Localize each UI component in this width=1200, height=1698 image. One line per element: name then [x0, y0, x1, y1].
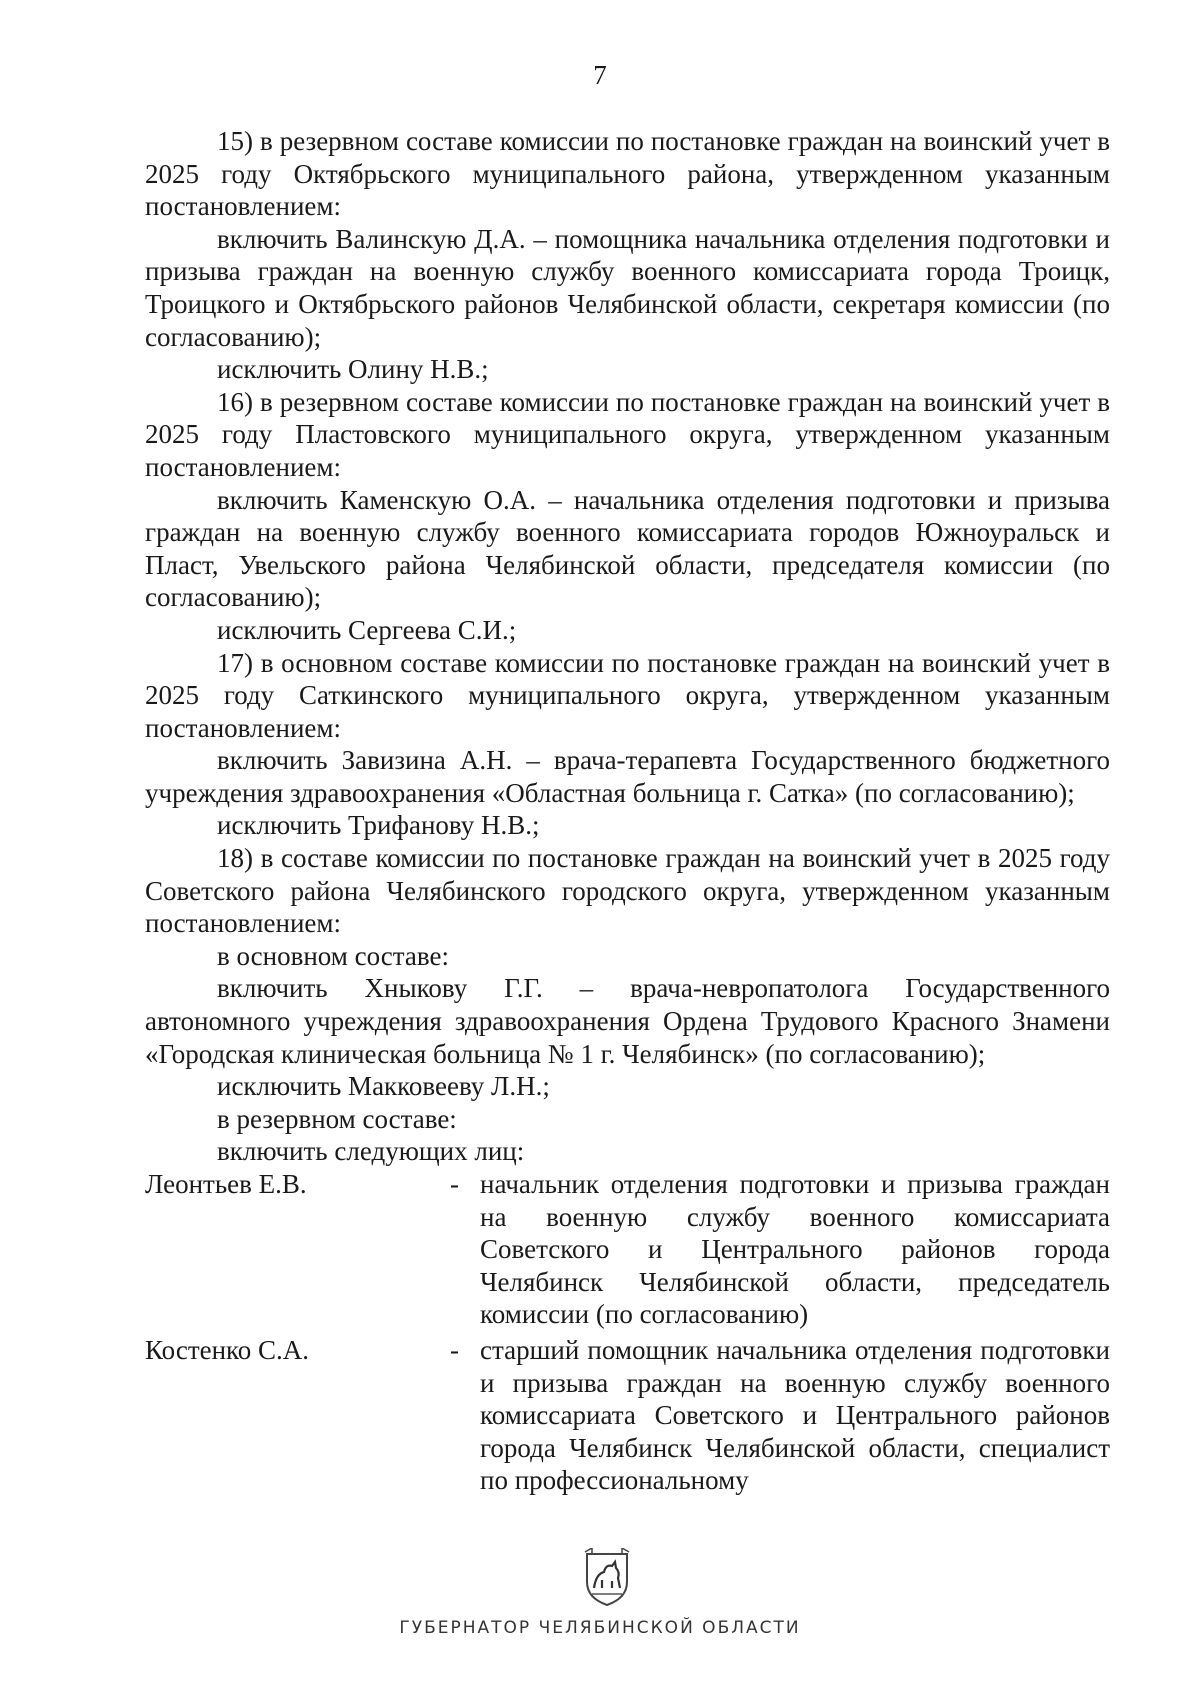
paragraph: исключить Олину Н.В.; [217, 354, 489, 385]
paragraph: в основном составе: [217, 940, 449, 971]
person-dash: - [450, 1169, 459, 1199]
person-description: старший помощник начальника отделения подготовки и призыва граждан на военную службу военного комиссариата Советского и Центрального районов города Челябинск Челябинской области, специалист по профессиональному [480, 1334, 1110, 1496]
paragraph: 17) в основном составе комиссии по постановке граждан на воинский учет в 2025 году Саткинского муниципального округа, утвержденном указанным постановлением: [145, 647, 1110, 743]
person-dash: - [450, 1334, 459, 1365]
person-entry [145, 1168, 1110, 1331]
paragraph: включить Каменскую О.А. – начальника отделения подготовки и призыва граждан на военную службу военного комиссариата городов Южноуральск и Пласт, Увельского района Челябинской области, председателя комиссии (по согласованию); [145, 484, 1110, 613]
chelyabinsk-coat-of-arms-icon [582, 1548, 632, 1608]
person-entry [145, 1334, 1110, 1497]
document-body [145, 125, 1110, 1497]
page-number: 7 [593, 60, 607, 90]
person-name: Леонтьев Е.В. [145, 1169, 307, 1199]
paragraph: в резервном составе: [217, 1103, 457, 1134]
paragraph: исключить Макковееву Л.Н.; [217, 1071, 550, 1102]
paragraph: 16) в резервном составе комиссии по постановке граждан на воинский учет в 2025 году Пластовского муниципального округа, утвержденном указанным постановлением: [145, 386, 1110, 482]
paragraph: 18) в составе комиссии по постановке граждан на воинский учет в 2025 году Советского района Челябинского городского округа, утвержденном указанным постановлением: [145, 843, 1110, 939]
paragraph: включить Хныкову Г.Г. – врача-невропатолога Государственного автономного учреждения здравоохранения Ордена Трудового Красного Знамени «Городская клиническая больница № 1 г. Челябинск» (по согласованию); [145, 973, 1110, 1069]
paragraph: исключить Сергеева С.И.; [217, 614, 517, 645]
footer-governor-caption: ГУБЕРНАТОР ЧЕЛЯБИНСКОЙ ОБЛАСТИ [399, 1618, 801, 1638]
paragraph: исключить Трифанову Н.В.; [217, 810, 540, 841]
paragraph: включить Завизина А.Н. – врача-терапевта Государственного бюджетного учреждения здравоохранения «Областная больница г. Сатка» (по согласованию); [145, 745, 1110, 808]
paragraph: включить следующих лиц: [217, 1136, 525, 1167]
paragraph: включить Валинскую Д.А. – помощника начальника отделения подготовки и призыва граждан на военную службу военного комиссариата города Троицк, Троицкого и Октябрьского районов Челябинской области, секретаря комиссии (по согласованию); [145, 223, 1110, 352]
paragraph: 15) в резервном составе комиссии по постановке граждан на воинский учет в 2025 году Октябрьского муниципального района, утвержденном указанным постановлением: [145, 126, 1110, 222]
person-description: начальник отделения подготовки и призыва граждан на военную службу военного комиссариата Советского и Центрального районов города Челябинск Челябинской области, председатель комиссии (по согласованию) [480, 1169, 1110, 1330]
person-name: Костенко С.А. [145, 1334, 310, 1365]
